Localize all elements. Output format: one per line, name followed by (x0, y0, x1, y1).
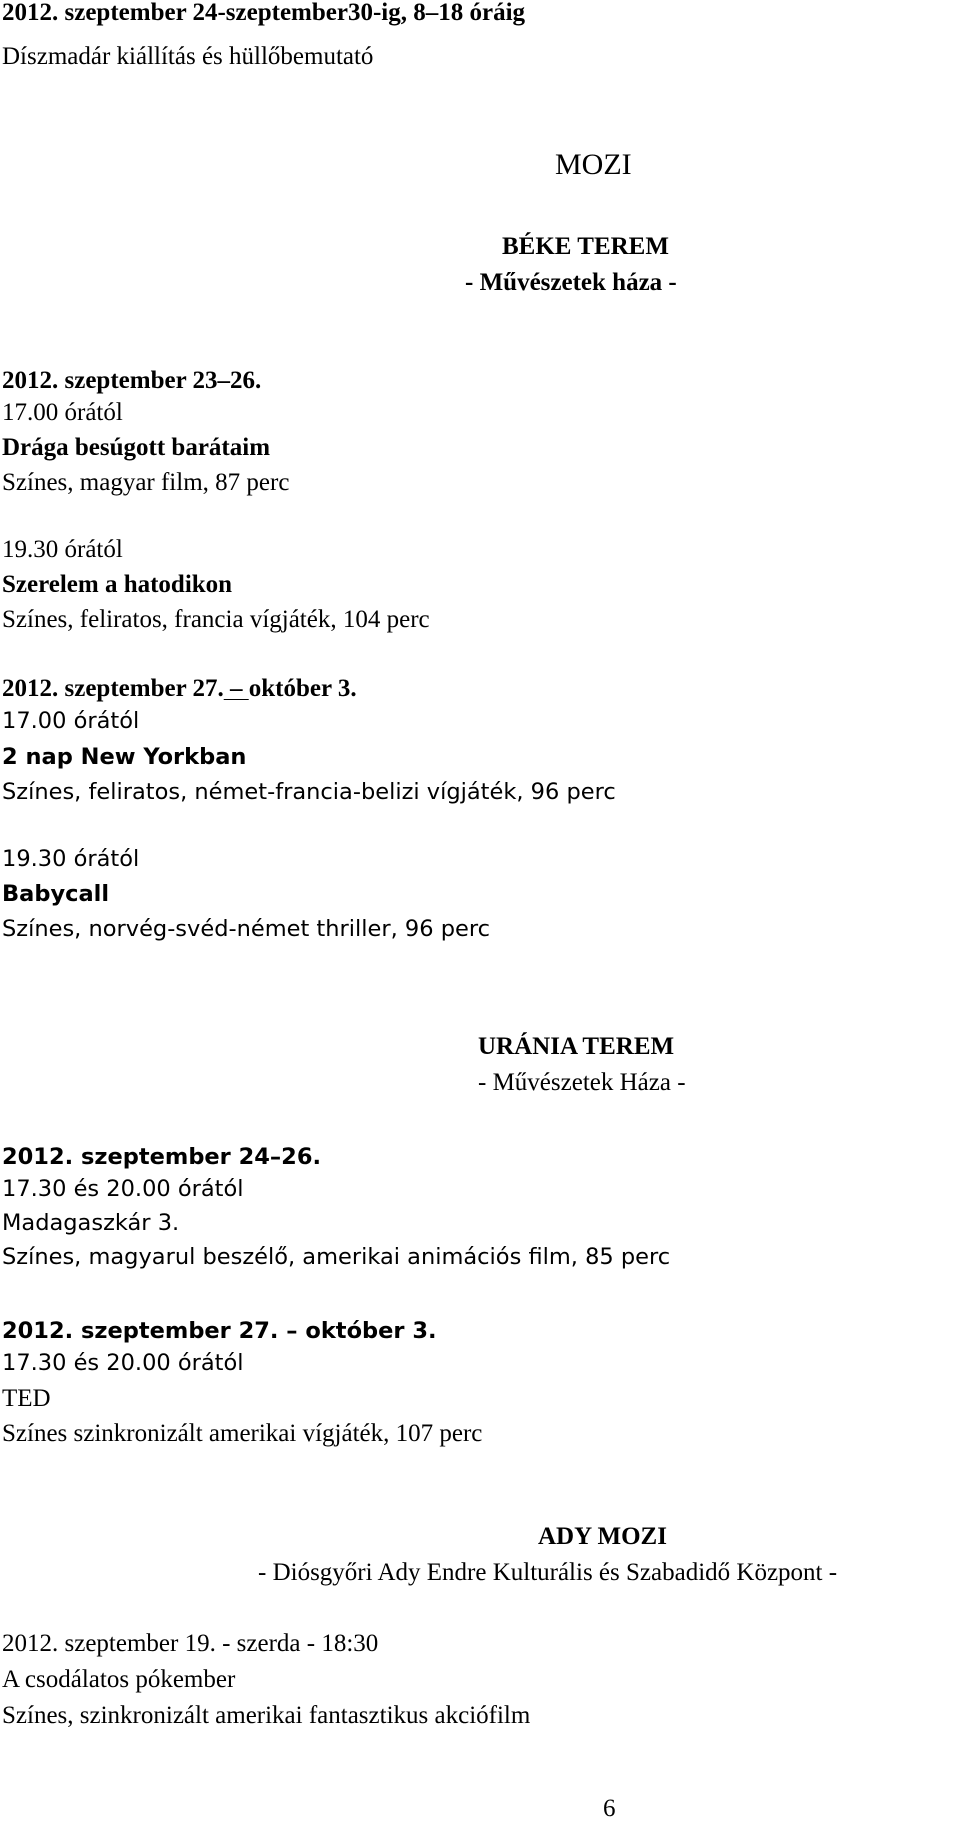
beke-time-2: 19.30 órától (2, 536, 123, 563)
urania-film-1-desc: Színes, magyarul beszélő, amerikai animációs film, 85 perc (2, 1244, 671, 1270)
ady-film-title: A csodálatos pókember (2, 1666, 236, 1693)
urania-dates-1: 2012. szeptember 24–26. (2, 1144, 322, 1170)
page-number: 6 (603, 1795, 616, 1822)
ady-date-line: 2012. szeptember 19. - szerda - 18:30 (2, 1630, 379, 1657)
beke-dates-1: 2012. szeptember 23–26. (2, 367, 262, 394)
beke-dates-2-end: október 3. (248, 675, 357, 702)
beke-dates-2 (2, 676, 357, 701)
beke-dates-2-dash: – (223, 675, 249, 702)
beke-film-1-desc: Színes, magyar film, 87 perc (2, 469, 290, 496)
beke-time-1: 17.00 órától (2, 399, 123, 426)
beke-film-4-title: Babycall (2, 881, 110, 907)
ady-mozi-title: ADY MOZI (538, 1523, 667, 1550)
ady-film-desc: Színes, szinkronizált amerikai fantasztikus akciófilm (2, 1702, 531, 1729)
beke-dates-2-start: 2012. szeptember 27. (2, 675, 224, 702)
urania-terem-title: URÁNIA TEREM (478, 1033, 675, 1060)
beke-film-3-desc: Színes, feliratos, német-francia-belizi vígjáték, 96 perc (2, 779, 616, 805)
urania-film-2-desc: Színes szinkronizált amerikai vígjáték, 107 perc (2, 1420, 483, 1447)
urania-film-2-title: TED (2, 1385, 51, 1412)
beke-terem-title: BÉKE TEREM (502, 233, 669, 260)
urania-time-1: 17.30 és 20.00 órától (2, 1176, 244, 1202)
event-date-line: 2012. szeptember 24-szeptember30-ig, 8–18 óráig (2, 0, 526, 26)
urania-film-1-title: Madagaszkár 3. (2, 1210, 180, 1236)
beke-film-2-title: Szerelem a hatodikon (2, 571, 233, 598)
ady-mozi-subtitle: - Diósgyőri Ady Endre Kulturális és Szabadidő Központ - (258, 1559, 838, 1586)
beke-film-3-title: 2 nap New Yorkban (2, 744, 247, 770)
beke-film-1-title: Drága besúgott barátaim (2, 434, 271, 461)
beke-time-3: 17.00 órától (2, 708, 140, 734)
beke-film-4-desc: Színes, norvég-svéd-német thriller, 96 perc (2, 916, 490, 942)
beke-time-4: 19.30 órától (2, 846, 140, 872)
mozi-heading: MOZI (555, 148, 632, 181)
beke-film-2-desc: Színes, feliratos, francia vígjáték, 104 perc (2, 606, 430, 633)
event-title: Díszmadár kiállítás és hüllőbemutató (2, 43, 374, 70)
urania-dates-2: 2012. szeptember 27. – október 3. (2, 1318, 437, 1344)
beke-terem-subtitle: - Művészetek háza - (465, 269, 677, 296)
urania-terem-subtitle: - Művészetek Háza - (478, 1069, 686, 1096)
urania-time-2: 17.30 és 20.00 órától (2, 1350, 244, 1376)
